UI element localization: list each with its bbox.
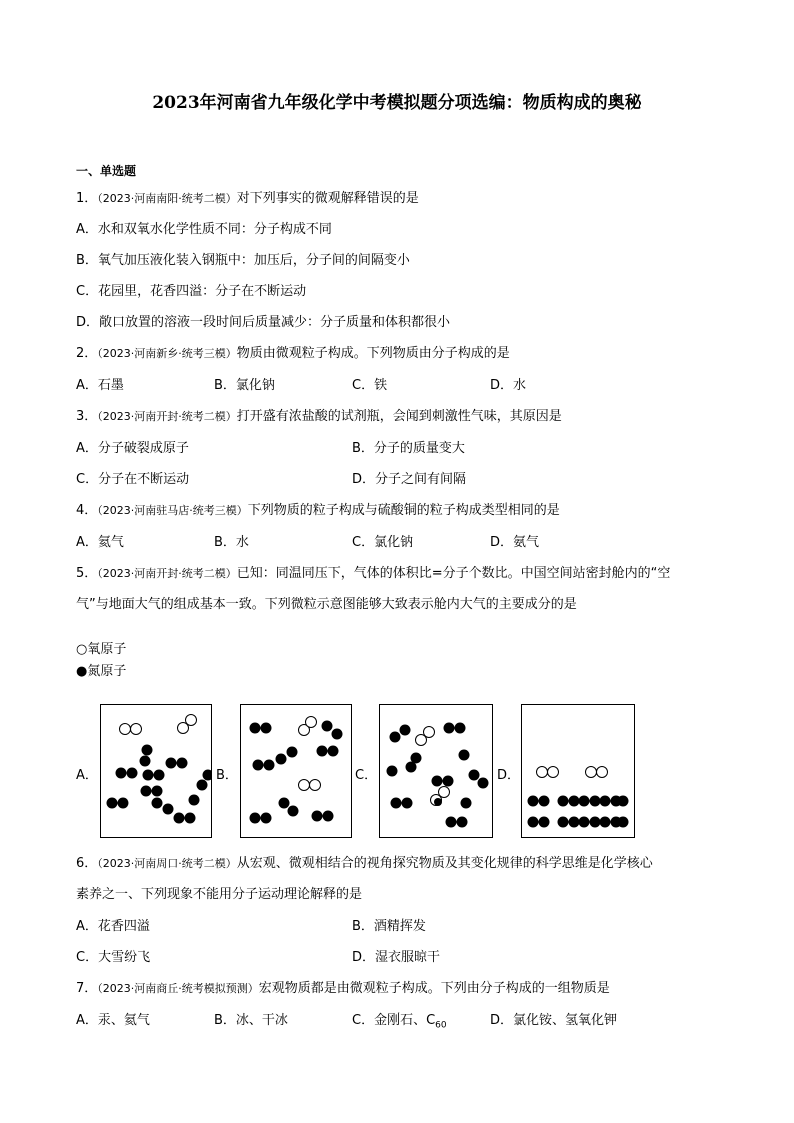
q6-stem-line2: 素养之一、下列现象不能用分子运动理论解释的是 [76,887,363,902]
q5-diagram-d [521,704,635,838]
q6-stem-line1: 从宏观、微观相结合的视角探究物质及其变化规律的科学思维是化学核心 [236,856,653,871]
q5-option-c-label: C． [355,768,378,783]
q3-number: 3． [76,409,98,424]
q5-diagram-c [379,704,493,838]
q2-option-b: B．氯化钠 [214,378,275,393]
q5-source: （2023·河南开封·统考二模） [97,567,237,580]
q5-number: 5． [76,566,98,581]
question-1 [76,187,419,206]
q2-stem: 物质由微观粒子构成。下列物质由分子构成的是 [236,346,510,361]
diagram-b-molecules [241,705,351,837]
q4-option-d: D．氨气 [490,535,540,550]
diagram-d-molecules [522,705,634,837]
diagram-a-molecules [101,705,211,837]
q7-option-d: D．氯化铵、氢氧化钾 [490,1013,618,1028]
q4-option-b: B．水 [214,535,249,550]
legend-oxygen: ○氧原子 [76,642,127,657]
q4-stem: 下列物质的粒子构成与硫酸铜的粒子构成类型相同的是 [247,503,560,518]
q7-option-c-subscript: 60 [435,1020,447,1031]
q1-option-a: A．水和双氧水化学性质不同：分子构成不同 [76,222,332,237]
q4-option-a: A．氦气 [76,535,124,550]
page-title: 2023年河南省九年级化学中考模拟题分项选编：物质构成的奥秘 [152,93,642,113]
q5-option-d-label: D． [497,768,521,783]
q2-number: 2． [76,346,98,361]
question-4 [76,499,560,518]
q1-source: （2023·河南南阳·统考二模） [97,192,237,205]
question-3 [76,405,562,424]
q1-option-c: C．花园里，花香四溢：分子在不断运动 [76,284,307,299]
diagram-c-molecules [380,705,492,837]
q7-option-b: B．冰、干冰 [214,1013,288,1028]
q6-source: （2023·河南周口·统考二模） [97,857,237,870]
q6-option-b: B．酒精挥发 [352,919,426,934]
question-5 [76,562,670,581]
q7-source: （2023·河南商丘·统考模拟预测） [97,982,259,995]
q7-option-c-text: C．金刚石、C [352,1013,436,1028]
q3-option-b: B．分子的质量变大 [352,441,465,456]
q6-option-a: A．花香四溢 [76,919,150,934]
q4-option-c: C．氯化钠 [352,535,414,550]
q7-option-a: A．汞、氦气 [76,1013,150,1028]
q3-option-a: A．分子破裂成原子 [76,441,189,456]
section-heading: 一、单选题 [76,164,137,178]
q2-source: （2023·河南新乡·统考三模） [97,347,237,360]
q1-stem: 对下列事实的微观解释错误的是 [236,191,419,206]
q2-option-d: D．水 [490,378,527,393]
question-7 [76,977,610,996]
q4-source: （2023·河南驻马店·统考三模） [97,504,248,517]
q2-option-c: C．铁 [352,378,388,393]
q5-diagram-b [240,704,352,838]
q3-option-c: C．分子在不断运动 [76,472,190,487]
q6-option-c: C．大雪纷飞 [76,950,151,965]
q7-stem: 宏观物质都是由微观粒子构成。下列由分子构成的一组物质是 [258,981,610,996]
q1-number: 1． [76,191,98,206]
q6-option-d: D．湿衣服晾干 [352,950,441,965]
q1-option-b: B．氧气加压液化装入钢瓶中：加压后，分子间的间隔变小 [76,253,410,268]
q5-stem-line1: 已知：同温同压下，气体的体积比=分子个数比。中国空间站密封舱内的“空 [236,566,671,581]
q4-number: 4． [76,503,98,518]
q5-stem-line2: 气”与地面大气的组成基本一致。下列微粒示意图能够大致表示舱内大气的主要成分的是 [76,597,577,612]
question-6 [76,852,653,871]
q3-source: （2023·河南开封·统考二模） [97,410,237,423]
q5-diagram-a [100,704,212,838]
q1-option-d: D．敞口放置的溶液一段时间后质量减少：分子质量和体积都很小 [76,315,451,330]
q7-option-c [352,1009,447,1031]
q5-option-a-label: A． [76,768,98,783]
q6-number: 6． [76,856,98,871]
question-2 [76,342,510,361]
q2-option-a: A．石墨 [76,378,124,393]
q5-option-b-label: B． [216,768,238,783]
q3-stem: 打开盛有浓盐酸的试剂瓶，会闻到刺激性气味，其原因是 [236,409,562,424]
legend-nitrogen: ●氮原子 [76,664,127,679]
q7-number: 7． [76,981,98,996]
q3-option-d: D．分子之间有间隔 [352,472,467,487]
